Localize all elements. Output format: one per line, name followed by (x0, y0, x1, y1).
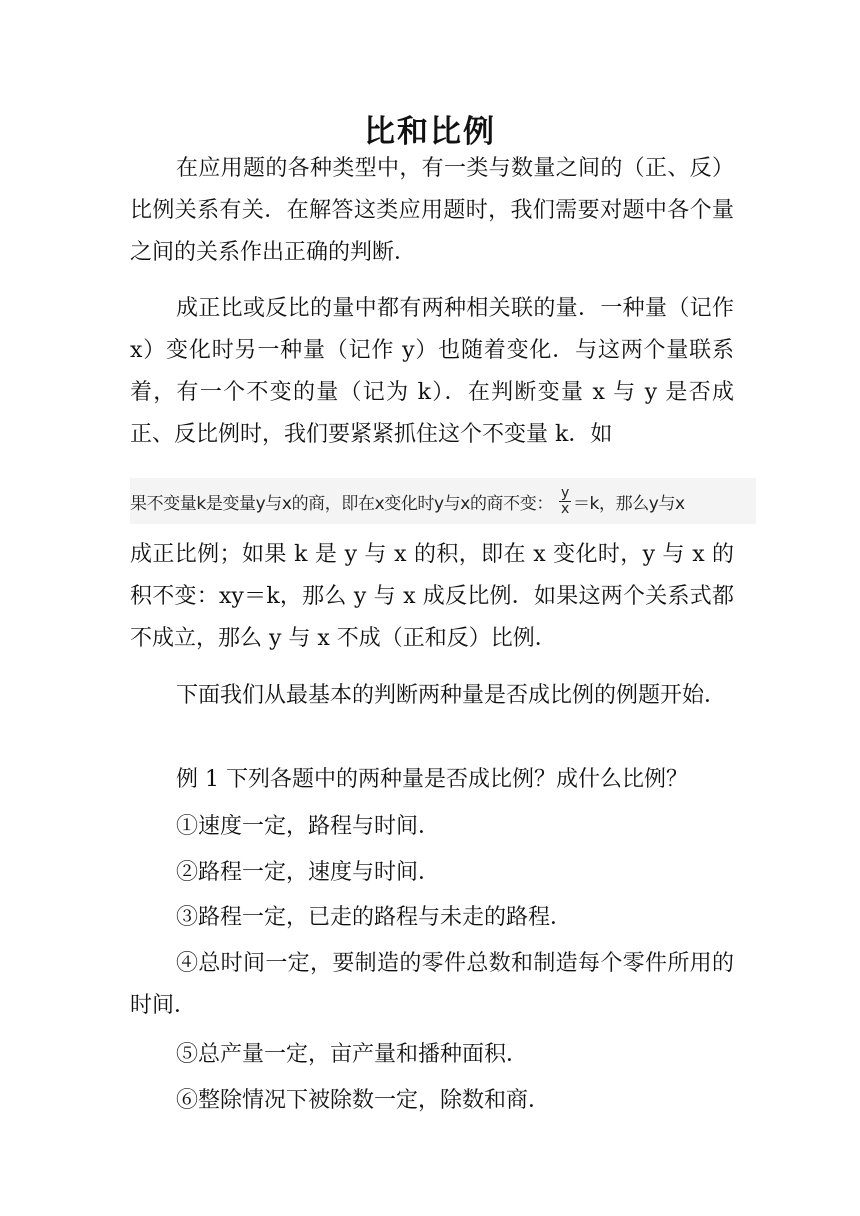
fraction-numerator: y (561, 484, 569, 501)
formula-text-before: 果不变量k是变量y与x的商，即在x变化时y与x的商不变： (130, 493, 553, 514)
formula-text-after: ＝k，那么y与x (572, 493, 685, 514)
formula-image-line (130, 478, 756, 524)
paragraph-lead-in: 下面我们从最基本的判断两种量是否成比例的例题开始． (176, 683, 727, 708)
list-item: ③路程一定，已走的路程与未走的路程． (176, 905, 573, 930)
paragraph-intro: 在应用题的各种类型中，有一类与数量之间的（正、反）比例关系有关．在解答这类应用题时，我们需要对题中各个量之间的关系作出正确的判断． (130, 156, 734, 265)
example-title: 例 1 下列各题中的两种量是否成比例？成什么比例？ (176, 767, 688, 792)
list-item: ④总时间一定，要制造的零件总数和制造每个零件所用的时间． (130, 951, 734, 1018)
fraction-y-over-x (559, 486, 571, 517)
list-item: ②路程一定，速度与时间． (176, 860, 441, 885)
paragraph-proportion-rules: 成正比例；如果 k 是 y 与 x 的积，即在 x 变化时，y 与 x 的积不变：xy＝k，那么 y 与 x 成反比例．如果这两个关系式都不成立，那么 y 与 x 不成（正和反）比例． (130, 542, 734, 651)
list-item: ①速度一定，路程与时间． (176, 814, 441, 839)
page-title: 比和比例 (364, 114, 496, 150)
paragraph-definition: 成正比或反比的量中都有两种相关联的量．一种量（记作 x）变化时另一种量（记作 y）也随着变化．与这两个量联系着，有一个不变的量（记为 k）．在判断变量 x 与 y 是否成正、反比例时，我们要紧紧抓住这个不变量 k．如 (130, 296, 734, 447)
list-item: ⑥整除情况下被除数一定，除数和商． (176, 1088, 551, 1113)
fraction-denominator: x (561, 500, 569, 517)
list-item: ⑤总产量一定，亩产量和播种面积． (176, 1042, 529, 1067)
